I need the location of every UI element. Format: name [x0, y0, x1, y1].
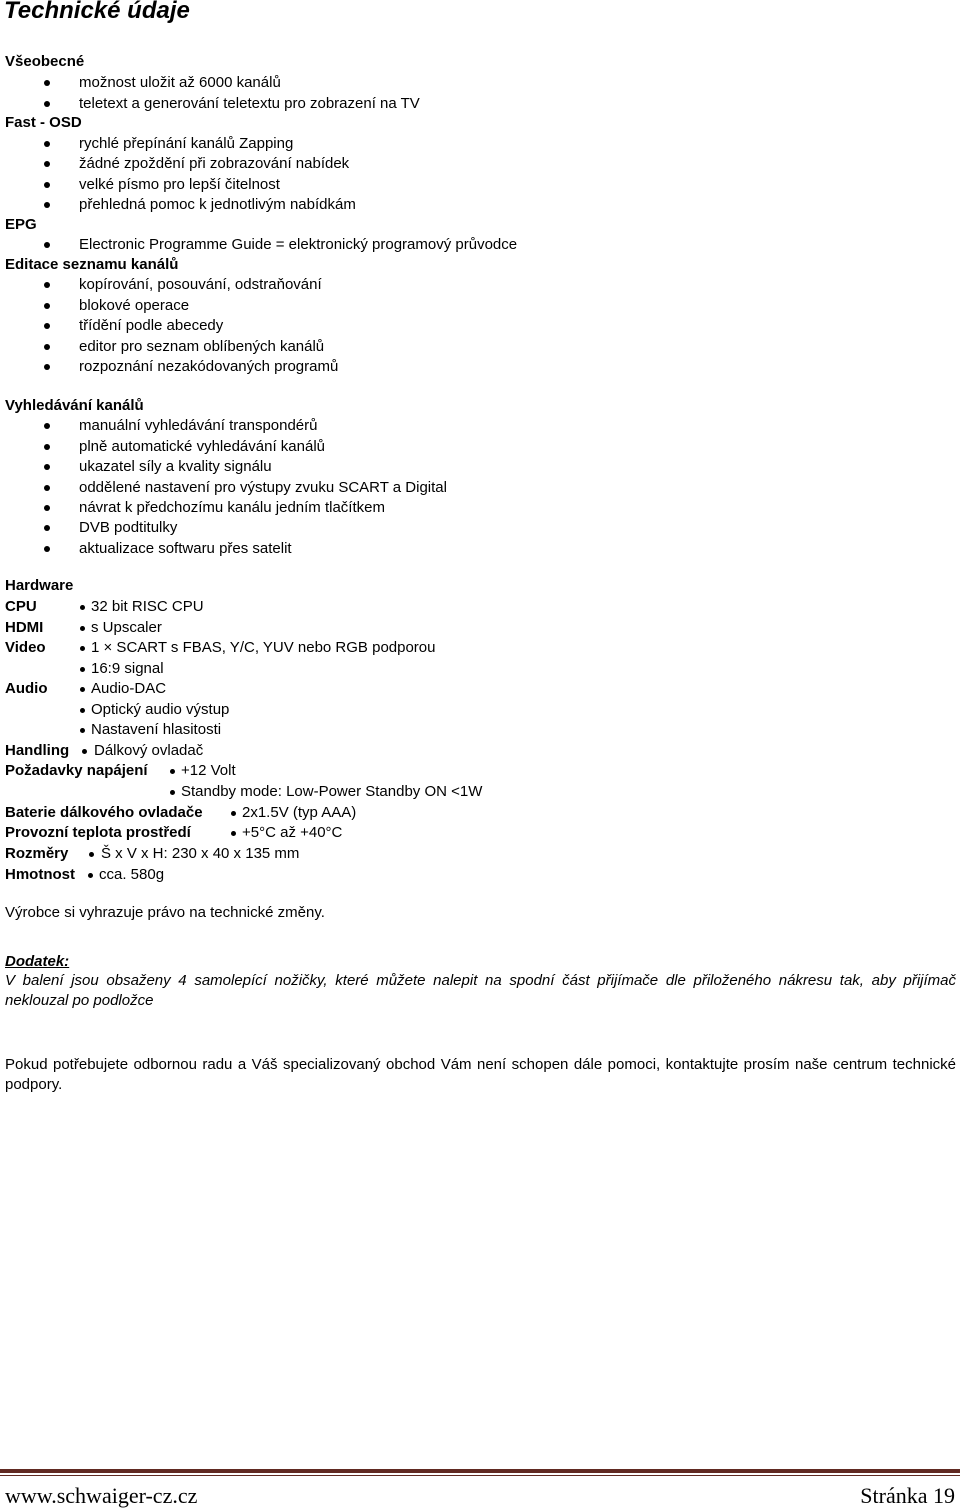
spec-value-audio-dac: Audio-DAC [91, 680, 167, 697]
list-item: DVB podtitulky [79, 519, 178, 536]
list-item: rychlé přepínání kanálů Zapping [79, 135, 294, 152]
section-heading-channel-editing: Editace seznamu kanálů [5, 256, 179, 273]
list-item: manuální vyhledávání transpondérů [79, 417, 318, 434]
bullet-icon [80, 687, 85, 692]
bullet-icon [231, 811, 236, 816]
list-item: žádné zpoždění při zobrazování nabídek [79, 155, 350, 172]
spec-value-handling: Dálkový ovladač [94, 742, 204, 759]
bullet-icon [80, 667, 85, 672]
bullet-icon [170, 790, 175, 795]
addendum-title: Dodatek: [5, 953, 70, 970]
spec-value-temperature: +5°C až +40°C [242, 824, 343, 841]
bullet-icon [80, 728, 85, 733]
spec-label-battery: Baterie dálkového ovladače [5, 804, 203, 821]
manufacturer-notice: Výrobce si vyhrazuje právo na technické změny. [5, 904, 325, 921]
list-item: oddělené nastavení pro výstupy zvuku SCART a Digital [79, 479, 447, 496]
spec-value-hdmi: s Upscaler [91, 619, 162, 636]
footer-divider [0, 1469, 960, 1473]
spec-label-dimensions: Rozměry [5, 845, 69, 862]
spec-value-audio-optical: Optický audio výstup [91, 701, 230, 718]
list-item: aktualizace softwaru přes satelit [79, 540, 292, 557]
spec-label-power: Požadavky napájení [5, 762, 148, 779]
list-item: návrat k předchozímu kanálu jedním tlačítkem [79, 499, 385, 516]
list-item: blokové operace [79, 297, 190, 314]
list-item: velké písmo pro lepší čitelnost [79, 176, 280, 193]
section-heading-epg: EPG [5, 216, 37, 233]
spec-label-temperature: Provozní teplota prostředí [5, 824, 191, 841]
footer-website: www.schwaiger-cz.cz [5, 1483, 198, 1508]
support-text: Pokud potřebujete odbornou radu a Váš specializovaný obchod Vám není schopen dále pomoci, kontaktujte prosím naše centrum technické podpory. [5, 1056, 956, 1093]
bullet-icon [80, 626, 85, 631]
bullet-icon [89, 852, 94, 857]
bullet-icon [82, 749, 87, 754]
bullet-icon [170, 769, 175, 774]
list-item: přehledná pomoc k jednotlivým nabídkám [79, 196, 356, 213]
spec-label-video: Video [5, 639, 46, 656]
spec-value-dimensions: Š x V x H: 230 x 40 x 135 mm [101, 845, 300, 862]
spec-label-audio: Audio [5, 680, 48, 697]
list-item: teletext a generování teletextu pro zobrazení na TV [79, 95, 420, 112]
list-item: třídění podle abecedy [79, 317, 224, 334]
spec-value-power-volt: +12 Volt [181, 762, 236, 779]
bullet-icon [80, 605, 85, 610]
page-title: Technické údaje [4, 0, 190, 24]
bullet-icon [231, 831, 236, 836]
spec-value-audio-volume: Nastavení hlasitosti [91, 721, 222, 738]
spec-value-video-signal: 16:9 signal [91, 660, 164, 677]
spec-value-cpu: 32 bit RISC CPU [91, 598, 204, 615]
bullet-icon [80, 708, 85, 713]
section-heading-hardware: Hardware [5, 577, 74, 594]
list-item: možnost uložit až 6000 kanálů [79, 74, 281, 91]
spec-label-handling: Handling [5, 742, 70, 759]
list-item: editor pro seznam oblíbených kanálů [79, 338, 325, 355]
bullet-icon [88, 873, 93, 878]
spec-value-power-standby: Standby mode: Low-Power Standby ON <1W [181, 783, 483, 800]
section-heading-fast-osd: Fast - OSD [5, 114, 82, 131]
bullet-icon [80, 646, 85, 651]
spec-value-video-scart: 1 × SCART s FBAS, Y/C, YUV nebo RGB podporou [91, 639, 436, 656]
spec-label-cpu: CPU [5, 598, 37, 615]
spec-label-weight: Hmotnost [5, 866, 75, 883]
spec-value-battery: 2x1.5V (typ AAA) [242, 804, 357, 821]
list-item: plně automatické vyhledávání kanálů [79, 438, 325, 455]
spec-value-weight: cca. 580g [99, 866, 165, 883]
spec-label-hdmi: HDMI [5, 619, 44, 636]
footer-page-number: Stránka 19 [860, 1483, 955, 1508]
section-heading-general: Všeobecné [5, 53, 85, 70]
footer-divider-thin [0, 1475, 960, 1476]
list-item: rozpoznání nezakódovaných programů [79, 358, 339, 375]
addendum-text: V balení jsou obsaženy 4 samolepící nožičky, které můžete nalepit na spodní část přijímače dle přiloženého nákresu tak, aby přijímač neklouzal po podložce [5, 972, 956, 1009]
list-item: Electronic Programme Guide = elektronický programový průvodce [79, 236, 518, 253]
section-heading-channel-search: Vyhledávání kanálů [5, 397, 144, 414]
list-item: ukazatel síly a kvality signálu [79, 458, 272, 475]
list-item: kopírování, posouvání, odstraňování [79, 276, 322, 293]
